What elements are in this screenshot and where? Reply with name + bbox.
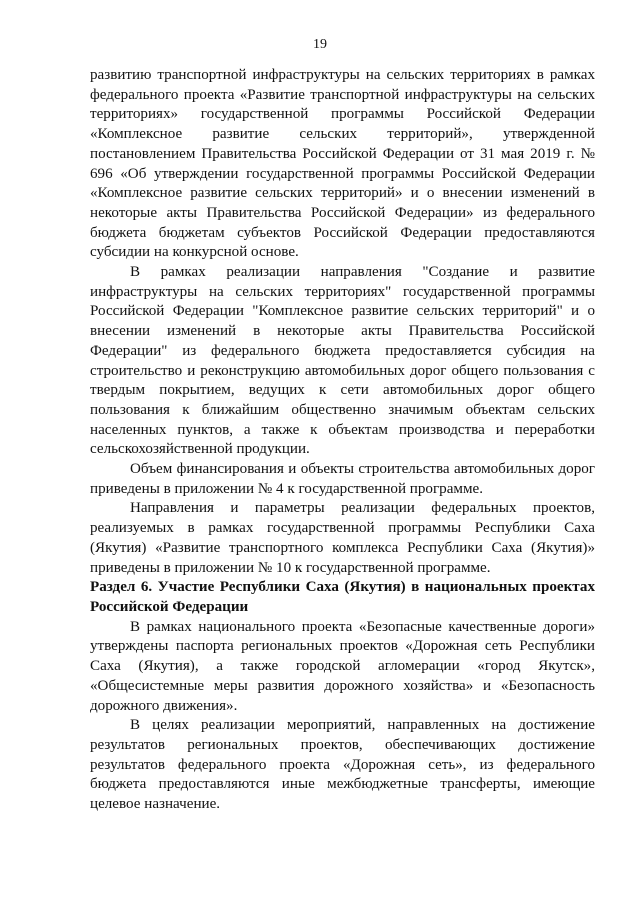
- paragraph-federal-projects: Направления и параметры реализации федеральных проектов, реализуемых в рамках государственной программы Республики Саха (Якутия) «Развитие транспортного комплекса Республики Саха (Якутия)» приведены в приложении № 10 к государственной программе.: [90, 500, 595, 576]
- paragraph-financing-volume: Объем финансирования и объекты строительства автомобильных дорог приведены в приложении № 4 к государственной программе.: [90, 461, 595, 497]
- paragraph-transport-infrastructure: развитию транспортной инфраструктуры на сельских территориях в рамках федерального проекта «Развитие транспортной инфраструктуры на сельских территориях» государственной программы Российской Федерации «Комплексное развитие сельских территорий», утвержденной постановлением Правительства Российской Федерации от 31 мая 2019 г. № 696 «Об утверждении государственной программы Российской Федерации «Комплексное развитие сельских территорий» и о внесении изменений в некоторые акты Правительства Российской Федерации» из федерального бюджета бюджетам субъектов Российской Федерации предоставляются субсидии на конкурсной основе.: [90, 67, 595, 261]
- paragraph-rural-infrastructure: В рамках реализации направления "Создание и развитие инфраструктуры на сельских территориях" государственной программы Российской Федерации "Комплексное развитие сельских территорий" и о внесении изменений в некоторые акты Правительства Российской Федерации" из федерального бюджета предоставляется субсидия на строительство и реконструкцию автомобильных дорог общего пользования с твердым покрытием, ведущих к сети автомобильных дорог общего пользования к ближайшим общественно значимым объектам сельских населенных пунктов, а также к объектам производства и переработки сельскохозяйственной продукции.: [90, 264, 595, 458]
- paragraph-national-project: В рамках национального проекта «Безопасные качественные дороги» утверждены паспорта региональных проектов «Дорожная сеть Республики Саха (Якутия), а также городской агломерации «город Якутск», «Общесистемные меры развития дорожного хозяйства» и «Безопасность дорожного движения».: [90, 618, 595, 714]
- section-heading: Раздел 6. Участие Республики Саха (Якутия) в национальных проектах Российской Федерации: [90, 579, 595, 615]
- paragraph-interbudget-transfers: В целях реализации мероприятий, направленных на достижение результатов региональных проектов, обеспечивающих достижение результатов федерального проекта «Дорожная сеть», из федерального бюджета предоставляются иные межбюджетные трансферты, имеющие целевое назначение.: [90, 717, 595, 813]
- page-number: 19: [313, 37, 327, 52]
- document-body: [90, 66, 595, 815]
